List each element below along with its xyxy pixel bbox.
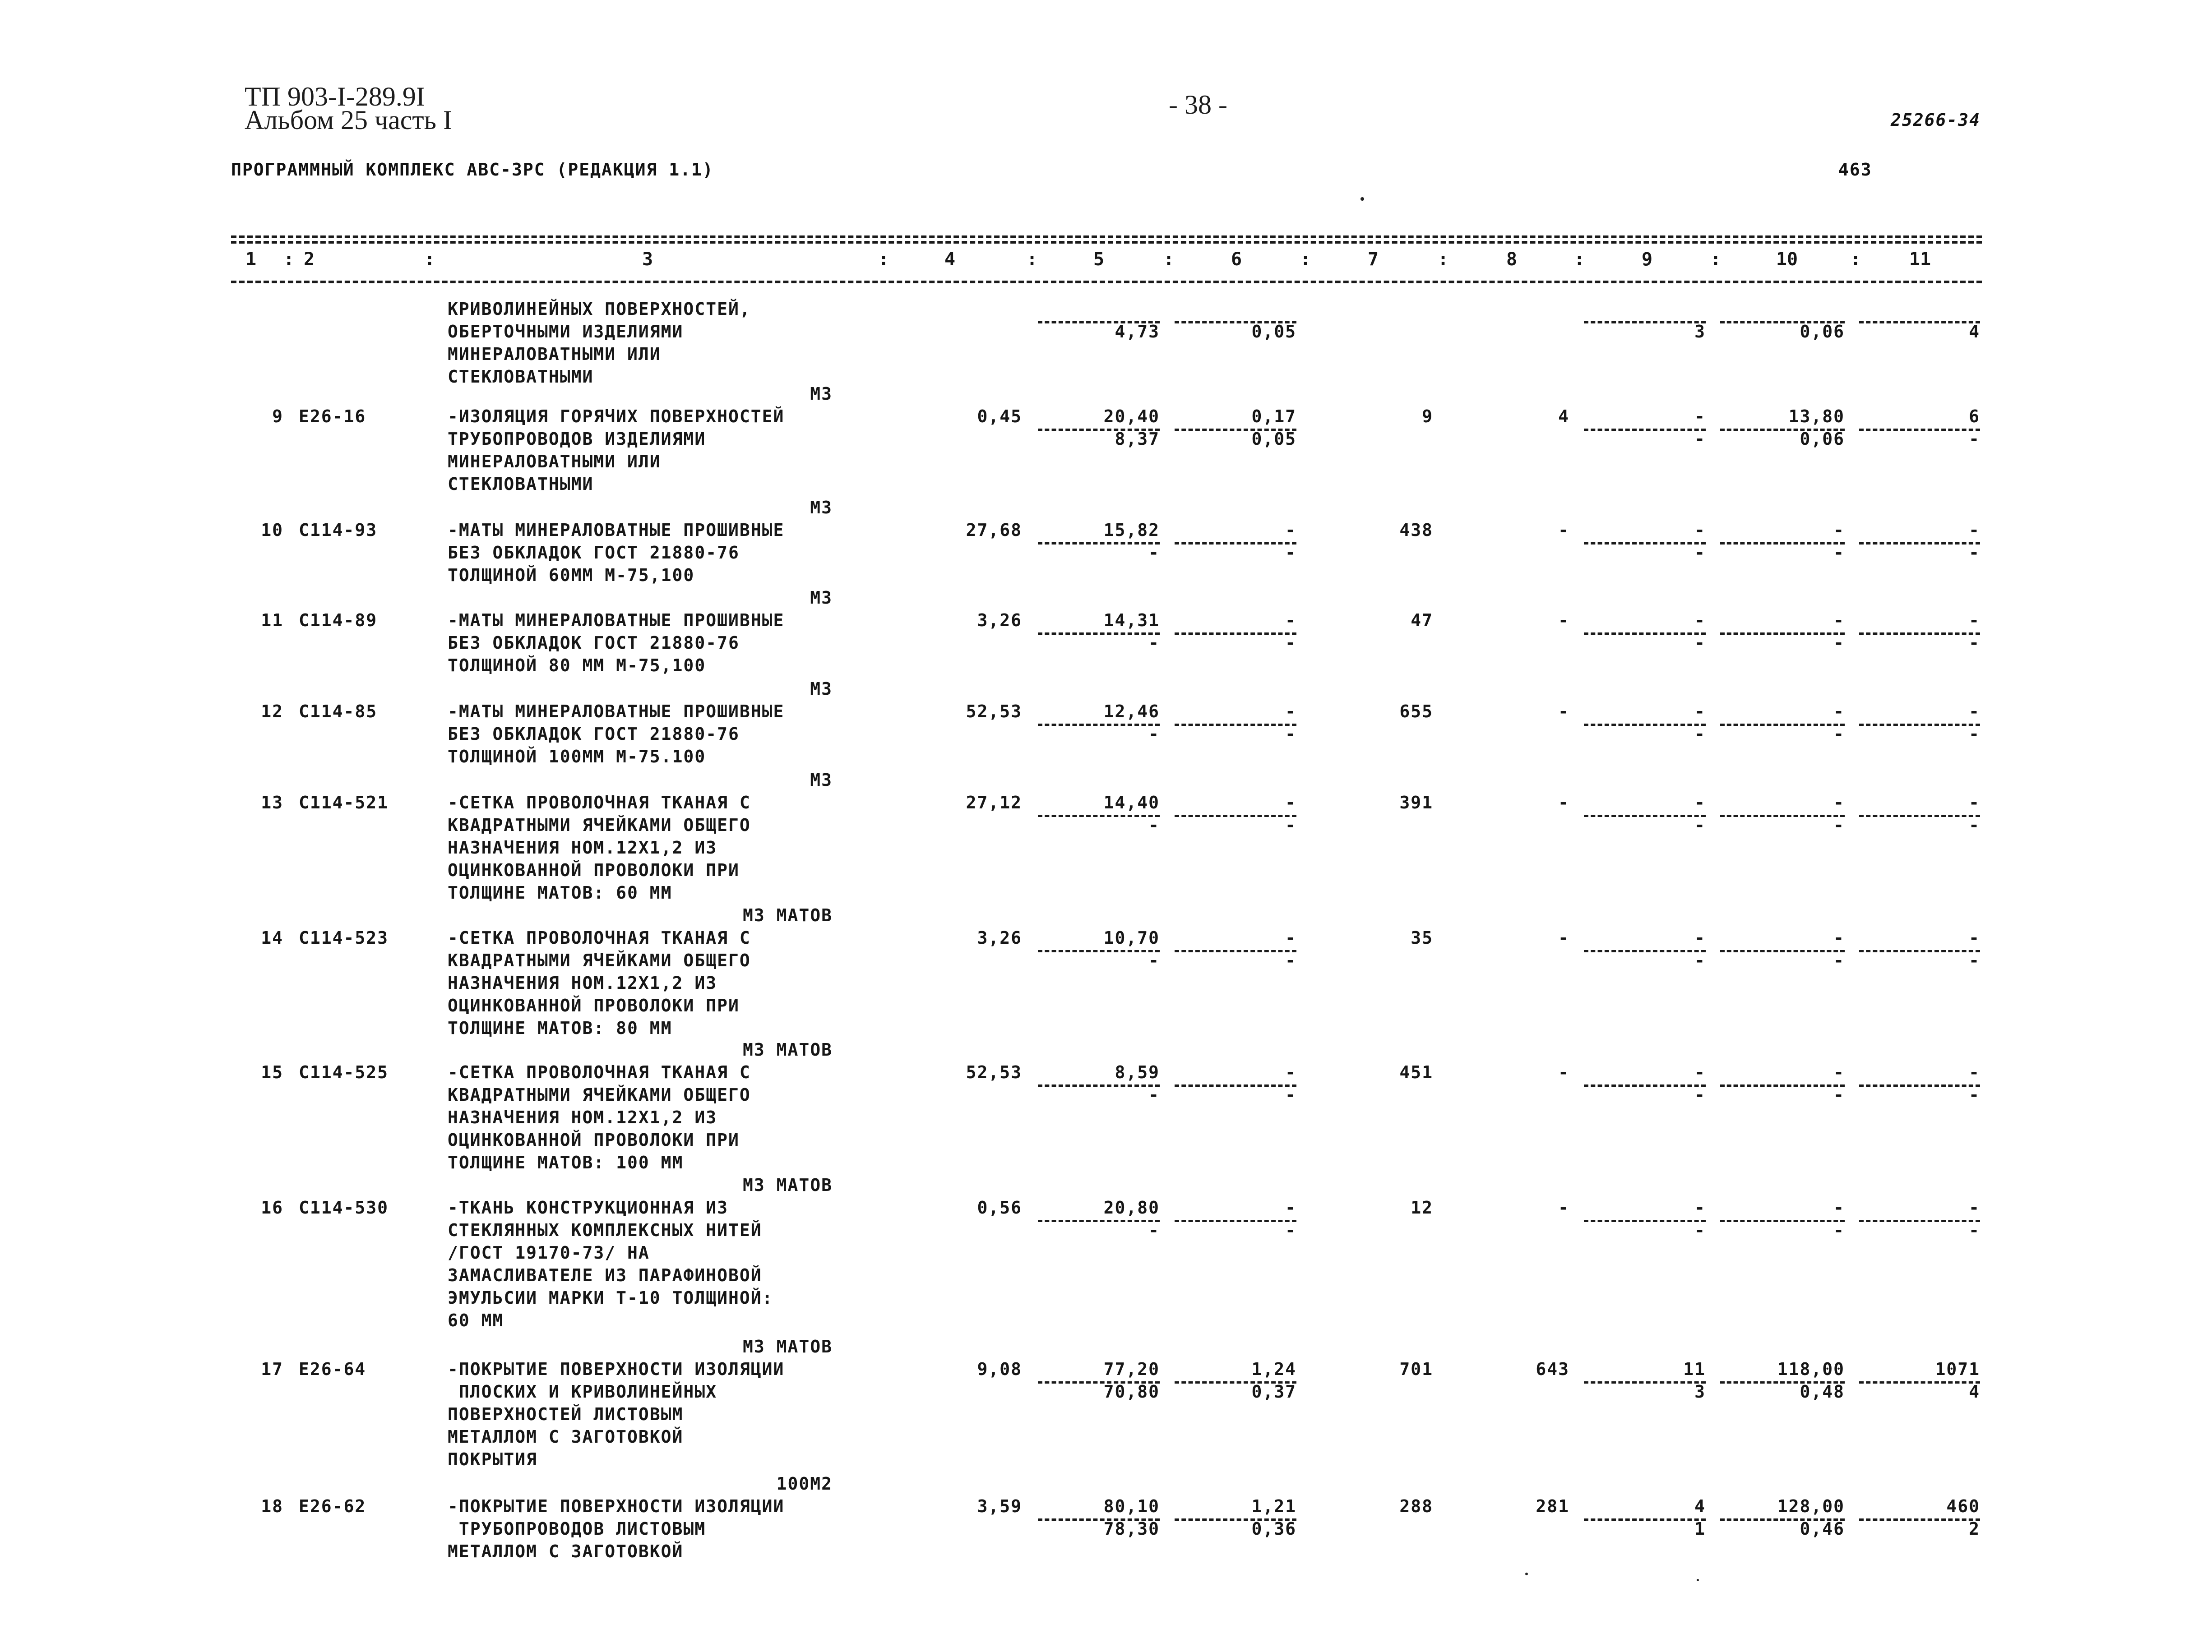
value-c9b: - [1694, 633, 1706, 653]
column-number: 11 [1909, 249, 1931, 270]
description-line: -ТКАНЬ КОНСТРУКЦИОННАЯ ИЗ [448, 1198, 728, 1218]
sub-divider [1720, 724, 1845, 726]
rate-code: С114-93 [299, 520, 378, 540]
value-c8: - [1558, 928, 1569, 948]
description-line: МИНЕРАЛОВАТНЫМИ ИЛИ [448, 452, 661, 471]
description-line: НАЗНАЧЕНИЯ НОМ.12Х1,2 ИЗ [448, 973, 717, 993]
value-c9: - [1694, 1062, 1706, 1082]
value-c6b: - [1285, 633, 1296, 653]
value-c11b: - [1969, 1085, 1980, 1105]
value-c10: - [1833, 928, 1845, 948]
row-number: 16 [261, 1198, 283, 1218]
column-number: 8 [1506, 249, 1518, 270]
value-c4: 52,53 [966, 1062, 1022, 1082]
value-c7: 655 [1399, 701, 1433, 721]
description-line: -ПОКРЫТИЕ ПОВЕРХНОСТИ ИЗОЛЯЦИИ [448, 1496, 785, 1516]
value-c4: 52,53 [966, 701, 1022, 721]
value-c11b: 4 [1969, 1382, 1980, 1402]
description-line: ТРУБОПРОВОДОВ ЛИСТОВЫМ [448, 1519, 706, 1539]
description-line: МЕТАЛЛОМ С ЗАГОТОВКОЙ [448, 1427, 684, 1447]
value-c9: - [1694, 793, 1706, 812]
value-c6: 1,24 [1251, 1359, 1296, 1379]
row-number: 12 [261, 701, 283, 721]
sub-divider [1175, 1084, 1296, 1087]
value-c11b: - [1969, 724, 1980, 744]
description-line: КВАДРАТНЫМИ ЯЧЕЙКАМИ ОБЩЕГО [448, 815, 751, 835]
description-line: ТОЛЩИНЕ МАТОВ: 60 ММ [448, 883, 672, 903]
sub-divider [1859, 321, 1980, 323]
value-c8: - [1558, 1198, 1569, 1218]
value-c4: 3,26 [977, 928, 1022, 948]
value-c11: 460 [1946, 1496, 1980, 1516]
value-c10b: - [1833, 543, 1845, 563]
description-line: -МАТЫ МИНЕРАЛОВАТНЫЕ ПРОШИВНЫЕ [448, 520, 785, 540]
value-c11b: - [1969, 633, 1980, 653]
sub-divider [1859, 1084, 1980, 1087]
column-separator: : [1163, 249, 1175, 270]
value-c10b: - [1833, 1085, 1845, 1105]
row-number: 15 [261, 1062, 283, 1082]
value-c5: 20,40 [1103, 406, 1160, 426]
value-c9b: 3 [1694, 1382, 1706, 1402]
sub-divider [1859, 950, 1980, 952]
description-line: БЕЗ ОБКЛАДОК ГОСТ 21880-76 [448, 543, 740, 563]
description-line: ТОЛЩИНОЙ 60ММ М-75,100 [448, 565, 695, 585]
value-c5b: - [1148, 1085, 1160, 1105]
rate-code: Е26-62 [299, 1496, 366, 1516]
value-c11: - [1969, 1062, 1980, 1082]
value-c8: - [1558, 1062, 1569, 1082]
description-line: /ГОСТ 19170-73/ НА [448, 1243, 650, 1263]
column-number: 9 [1641, 249, 1653, 270]
sheet-number: 463 [1838, 160, 1872, 180]
value-c10: - [1833, 520, 1845, 540]
value-c9b: 1 [1694, 1519, 1706, 1539]
column-number: 7 [1367, 249, 1379, 270]
description-line: ТОЛЩИНЕ МАТОВ: 100 ММ [448, 1153, 684, 1172]
sub-divider [1038, 632, 1160, 635]
scan-speck [1525, 1573, 1528, 1575]
value-c9: - [1694, 520, 1706, 540]
description-line: ОБЕРТОЧНЫМИ ИЗДЕЛИЯМИ [448, 322, 684, 341]
value-c10b: 0,48 [1800, 1382, 1845, 1402]
value-c10b: 0,06 [1800, 322, 1845, 341]
sub-divider [1584, 1084, 1706, 1087]
doc-code: ТП 903-I-289.9I [245, 82, 425, 111]
value-c8: - [1558, 701, 1569, 721]
row-number: 14 [261, 928, 283, 948]
value-c9b: 3 [1694, 322, 1706, 341]
value-c11b: - [1969, 429, 1980, 449]
unit-label: М3 [810, 384, 833, 404]
sub-divider [1859, 632, 1980, 635]
description-line: ТОЛЩИНОЙ 80 ММ М-75,100 [448, 655, 706, 675]
value-c8: - [1558, 793, 1569, 812]
value-c10: - [1833, 610, 1845, 630]
description-line: СТЕКЛЯННЫХ КОМПЛЕКСНЫХ НИТЕЙ [448, 1220, 762, 1240]
value-c10b: - [1833, 815, 1845, 835]
description-line: БЕЗ ОБКЛАДОК ГОСТ 21880-76 [448, 633, 740, 653]
value-c7: 47 [1411, 610, 1433, 630]
sub-divider [1859, 542, 1980, 545]
value-c9: - [1694, 701, 1706, 721]
value-c5b: - [1148, 1220, 1160, 1240]
value-c5: 20,80 [1103, 1198, 1160, 1218]
value-c11: 6 [1969, 406, 1980, 426]
value-c9: 11 [1683, 1359, 1706, 1379]
value-c4: 9,08 [977, 1359, 1022, 1379]
value-c6b: - [1285, 543, 1296, 563]
description-line: ПЛОСКИХ И КРИВОЛИНЕЙНЫХ [448, 1382, 717, 1402]
value-c10: 118,00 [1777, 1359, 1845, 1379]
value-c10: 13,80 [1788, 406, 1845, 426]
sub-divider [1584, 542, 1706, 545]
column-number: 6 [1231, 249, 1242, 270]
description-line: -СЕТКА ПРОВОЛОЧНАЯ ТКАНАЯ С [448, 1062, 751, 1082]
value-c5b: 4,73 [1115, 322, 1160, 341]
value-c4: 27,12 [966, 793, 1022, 812]
description-line: КРИВОЛИНЕЙНЫХ ПОВЕРХНОСТЕЙ, [448, 299, 751, 319]
value-c4: 0,45 [977, 406, 1022, 426]
description-line: БЕЗ ОБКЛАДОК ГОСТ 21880-76 [448, 724, 740, 744]
sub-divider [1175, 542, 1296, 545]
value-c6: 0,17 [1251, 406, 1296, 426]
description-line: -ИЗОЛЯЦИЯ ГОРЯЧИХ ПОВЕРХНОСТЕЙ [448, 406, 785, 426]
description-line: СТЕКЛОВАТНЫМИ [448, 474, 594, 494]
sub-divider [1859, 724, 1980, 726]
sub-divider [1584, 950, 1706, 952]
description-line: ТОЛЩИНОЙ 100ММ М-75.100 [448, 747, 706, 766]
row-number: 17 [261, 1359, 283, 1379]
sub-divider [1584, 1381, 1706, 1384]
unit-label: М3 МАТОВ [742, 1040, 833, 1060]
value-c11: - [1969, 610, 1980, 630]
description-line: -МАТЫ МИНЕРАЛОВАТНЫЕ ПРОШИВНЫЕ [448, 610, 785, 630]
sub-divider [1175, 1220, 1296, 1222]
value-c9b: - [1694, 429, 1706, 449]
value-c8: 4 [1558, 406, 1569, 426]
unit-label: М3 МАТОВ [742, 905, 833, 925]
value-c11: - [1969, 520, 1980, 540]
description-line: КВАДРАТНЫМИ ЯЧЕЙКАМИ ОБЩЕГО [448, 951, 751, 970]
sub-divider [1175, 724, 1296, 726]
value-c9b: - [1694, 815, 1706, 835]
value-c5: 8,59 [1115, 1062, 1160, 1082]
value-c7: 391 [1399, 793, 1433, 812]
column-separator: : [424, 249, 435, 270]
row-number: 18 [261, 1496, 283, 1516]
value-c5b: - [1148, 815, 1160, 835]
sub-divider [1584, 1518, 1706, 1521]
value-c5b: 8,37 [1115, 429, 1160, 449]
value-c5: 14,40 [1103, 793, 1160, 812]
value-c9: 4 [1694, 1496, 1706, 1516]
description-line: ТРУБОПРОВОДОВ ИЗДЕЛИЯМИ [448, 429, 706, 449]
sub-divider [1720, 815, 1845, 817]
value-c5: 10,70 [1103, 928, 1160, 948]
value-c10: - [1833, 793, 1845, 812]
value-c9: - [1694, 928, 1706, 948]
sub-divider [1038, 542, 1160, 545]
unit-label: М3 [810, 770, 833, 790]
description-line: НАЗНАЧЕНИЯ НОМ.12Х1,2 ИЗ [448, 1107, 717, 1127]
value-c7: 288 [1399, 1496, 1433, 1516]
sub-divider [1859, 1220, 1980, 1222]
sub-divider [1175, 632, 1296, 635]
sub-divider [1584, 321, 1706, 323]
row-number: 10 [261, 520, 283, 540]
album-label: Альбом 25 часть I [245, 105, 452, 135]
description-line: ТОЛЩИНЕ МАТОВ: 80 ММ [448, 1018, 672, 1038]
value-c6: - [1285, 928, 1296, 948]
column-separator: : [283, 249, 295, 270]
rate-code: С114-523 [299, 928, 389, 948]
description-line: ОЦИНКОВАННОЙ ПРОВОЛОКИ ПРИ [448, 1130, 740, 1150]
value-c6: - [1285, 701, 1296, 721]
sub-divider [1859, 1381, 1980, 1384]
column-number: 10 [1776, 249, 1798, 270]
description-line: 60 ММ [448, 1311, 504, 1330]
rate-code: С114-530 [299, 1198, 389, 1218]
value-c10b: - [1833, 724, 1845, 744]
column-separator: : [1573, 249, 1585, 270]
value-c11: 1071 [1935, 1359, 1980, 1379]
column-separator: : [1710, 249, 1721, 270]
sub-divider [1175, 815, 1296, 817]
sub-divider [1584, 1220, 1706, 1222]
value-c9b: - [1694, 1220, 1706, 1240]
value-c11b: - [1969, 951, 1980, 970]
description-line: КВАДРАТНЫМИ ЯЧЕЙКАМИ ОБЩЕГО [448, 1085, 751, 1105]
column-number: 1 [245, 249, 257, 270]
value-c6: - [1285, 610, 1296, 630]
value-c6b: 0,36 [1251, 1519, 1296, 1539]
value-c10: - [1833, 1062, 1845, 1082]
value-c6: - [1285, 1062, 1296, 1082]
value-c10b: - [1833, 1220, 1845, 1240]
value-c11b: - [1969, 815, 1980, 835]
description-line: СТЕКЛОВАТНЫМИ [448, 367, 594, 387]
value-c5b: - [1148, 633, 1160, 653]
value-c9b: - [1694, 951, 1706, 970]
value-c5: 14,31 [1103, 610, 1160, 630]
column-separator: : [1850, 249, 1861, 270]
value-c9b: - [1694, 724, 1706, 744]
description-line: ОЦИНКОВАННОЙ ПРОВОЛОКИ ПРИ [448, 860, 740, 880]
row-number: 11 [261, 610, 283, 630]
sub-divider [1720, 632, 1845, 635]
value-c10: 128,00 [1777, 1496, 1845, 1516]
value-c7: 701 [1399, 1359, 1433, 1379]
value-c5: 77,20 [1103, 1359, 1160, 1379]
value-c6b: 0,37 [1251, 1382, 1296, 1402]
unit-label: М3 МАТОВ [742, 1337, 833, 1357]
value-c11b: - [1969, 1220, 1980, 1240]
sub-divider [1038, 950, 1160, 952]
value-c5b: - [1148, 951, 1160, 970]
sub-divider [1584, 429, 1706, 431]
value-c6b: - [1285, 815, 1296, 835]
unit-label: М3 [810, 498, 833, 517]
description-line: -СЕТКА ПРОВОЛОЧНАЯ ТКАНАЯ С [448, 793, 751, 812]
sub-divider [1038, 724, 1160, 726]
value-c6b: - [1285, 1220, 1296, 1240]
value-c10: - [1833, 1198, 1845, 1218]
sub-divider [1038, 1220, 1160, 1222]
value-c7: 9 [1422, 406, 1433, 426]
column-separator: : [1026, 249, 1038, 270]
sub-divider [1038, 815, 1160, 817]
description-line: ЗАМАСЛИВАТЕЛЕ ИЗ ПАРАФИНОВОЙ [448, 1265, 762, 1285]
value-c7: 35 [1411, 928, 1433, 948]
unit-label: М3 МАТОВ [742, 1175, 833, 1195]
sub-divider [1175, 950, 1296, 952]
value-c8: - [1558, 520, 1569, 540]
value-c6b: - [1285, 1085, 1296, 1105]
column-separator: : [878, 249, 889, 270]
sub-divider [1859, 815, 1980, 817]
value-c6: - [1285, 793, 1296, 812]
value-c4: 3,26 [977, 610, 1022, 630]
value-c4: 3,59 [977, 1496, 1022, 1516]
value-c11: - [1969, 928, 1980, 948]
description-line: ПОВЕРХНОСТЕЙ ЛИСТОВЫМ [448, 1404, 684, 1424]
value-c8: 643 [1536, 1359, 1569, 1379]
unit-label: 100М2 [776, 1474, 833, 1494]
stamp-number: 25266-34 [1891, 110, 1981, 130]
column-number: 2 [303, 249, 315, 270]
value-c5: 80,10 [1103, 1496, 1160, 1516]
value-c6b: - [1285, 951, 1296, 970]
value-c10b: 0,46 [1800, 1519, 1845, 1539]
column-separator: : [1437, 249, 1449, 270]
program-title: ПРОГРАММНЫЙ КОМПЛЕКС АВС-3РС (РЕДАКЦИЯ 1.1) [231, 160, 714, 180]
description-line: ПОКРЫТИЯ [448, 1449, 538, 1469]
value-c11b: 2 [1969, 1519, 1980, 1539]
column-number: 4 [944, 249, 956, 270]
value-c11: - [1969, 701, 1980, 721]
sub-divider [1584, 724, 1706, 726]
rate-code: С114-525 [299, 1062, 389, 1082]
table-top-rule [231, 235, 1982, 238]
rate-code: Е26-16 [299, 406, 366, 426]
value-c10b: 0,06 [1800, 429, 1845, 449]
value-c10b: - [1833, 951, 1845, 970]
page-number: - 38 - [1169, 90, 1227, 120]
value-c5b: 78,30 [1103, 1519, 1160, 1539]
value-c4: 27,68 [966, 520, 1022, 540]
row-number: 9 [272, 406, 283, 426]
value-c11b: 4 [1969, 322, 1980, 341]
value-c10: - [1833, 701, 1845, 721]
value-c9b: - [1694, 543, 1706, 563]
value-c7: 438 [1399, 520, 1433, 540]
value-c11b: - [1969, 543, 1980, 563]
value-c6b: 0,05 [1251, 429, 1296, 449]
sub-divider [1584, 632, 1706, 635]
rate-code: Е26-64 [299, 1359, 366, 1379]
sub-divider [1720, 542, 1845, 545]
description-line: МЕТАЛЛОМ С ЗАГОТОВКОЙ [448, 1541, 684, 1561]
rate-code: С114-89 [299, 610, 378, 630]
scan-speck [1361, 197, 1364, 201]
sub-divider [1859, 429, 1980, 431]
sub-divider [1720, 1220, 1845, 1222]
unit-label: М3 [810, 679, 833, 699]
sub-divider [1720, 1084, 1845, 1087]
value-c6: - [1285, 520, 1296, 540]
value-c7: 12 [1411, 1198, 1433, 1218]
value-c6b: - [1285, 724, 1296, 744]
table-top-rule-2 [231, 241, 1982, 244]
row-number: 13 [261, 793, 283, 812]
rate-code: С114-85 [299, 701, 378, 721]
value-c5b: - [1148, 543, 1160, 563]
description-line: НАЗНАЧЕНИЯ НОМ.12Х1,2 ИЗ [448, 838, 717, 858]
description-line: -ПОКРЫТИЕ ПОВЕРХНОСТИ ИЗОЛЯЦИИ [448, 1359, 785, 1379]
scan-speck [1697, 1579, 1699, 1581]
column-separator: : [1300, 249, 1311, 270]
description-line: -МАТЫ МИНЕРАЛОВАТНЫЕ ПРОШИВНЫЕ [448, 701, 785, 721]
value-c6: 1,21 [1251, 1496, 1296, 1516]
column-number: 3 [642, 249, 653, 270]
value-c7: 451 [1399, 1062, 1433, 1082]
sub-divider [1584, 815, 1706, 817]
column-number: 5 [1093, 249, 1105, 270]
unit-label: М3 [810, 588, 833, 608]
sub-divider [1038, 1084, 1160, 1087]
value-c6b: 0,05 [1251, 322, 1296, 341]
value-c5b: - [1148, 724, 1160, 744]
value-c5: 12,46 [1103, 701, 1160, 721]
value-c10b: - [1833, 633, 1845, 653]
value-c9b: - [1694, 1085, 1706, 1105]
value-c8: - [1558, 610, 1569, 630]
rate-code: С114-521 [299, 793, 389, 812]
value-c5: 15,82 [1103, 520, 1160, 540]
value-c5b: 70,80 [1103, 1382, 1160, 1402]
table-header-rule [231, 281, 1982, 283]
description-line: ЭМУЛЬСИИ МАРКИ Т-10 ТОЛЩИНОЙ: [448, 1288, 773, 1308]
sub-divider [1859, 1518, 1980, 1521]
description-line: -СЕТКА ПРОВОЛОЧНАЯ ТКАНАЯ С [448, 928, 751, 948]
value-c4: 0,56 [977, 1198, 1022, 1218]
description-line: МИНЕРАЛОВАТНЫМИ ИЛИ [448, 344, 661, 364]
value-c9: - [1694, 406, 1706, 426]
value-c11: - [1969, 1198, 1980, 1218]
sub-divider [1720, 950, 1845, 952]
value-c6: - [1285, 1198, 1296, 1218]
value-c9: - [1694, 610, 1706, 630]
description-line: ОЦИНКОВАННОЙ ПРОВОЛОКИ ПРИ [448, 996, 740, 1015]
value-c11: - [1969, 793, 1980, 812]
value-c9: - [1694, 1198, 1706, 1218]
value-c8: 281 [1536, 1496, 1569, 1516]
